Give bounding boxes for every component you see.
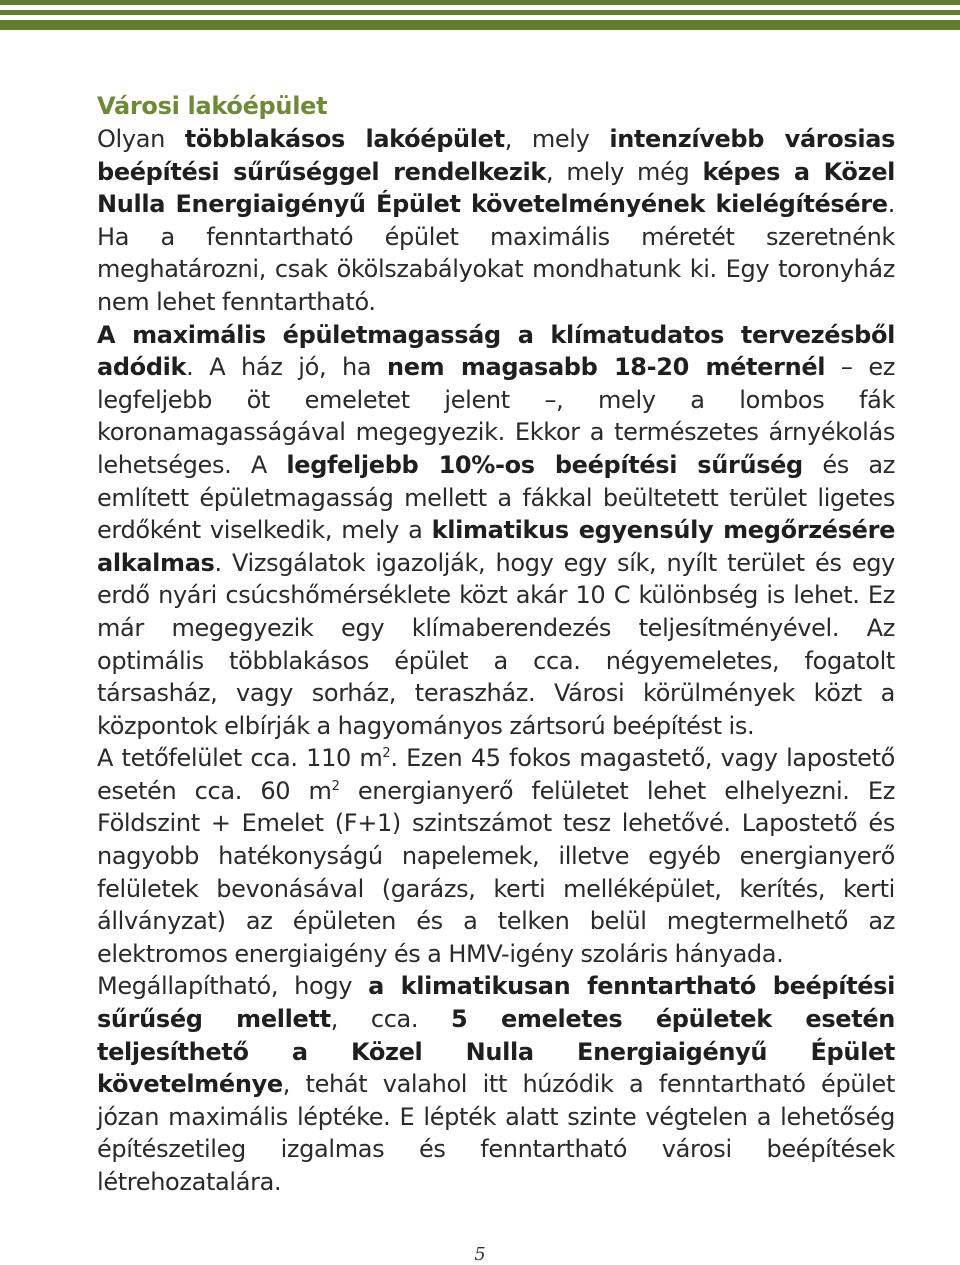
- bold-run: intenzívebb városias beépítési sűrűséggel rendelkezik: [97, 125, 896, 186]
- text-run: A tetőfelület cca. 110 m: [97, 744, 383, 773]
- bold-run: a klimatikusan fenntartható beépítési sűrűség mellett: [97, 972, 895, 1034]
- bold-run: képes a Közel Nulla Energiaigényű Épület követelményének kielégítésére: [97, 157, 895, 219]
- text-run: , cca.: [330, 1005, 452, 1034]
- section-heading: Városi lakóépület: [97, 92, 328, 120]
- text-run: . Vizsgálatok igazolják, hogy egy sík, nyílt terület és egy erdő nyári csúcshőmérséklete közt akár 10 C különbség is lehet. Ez már megegyezik egy klímaberendezés teljesítményével. Az optimális többlakásos épület a cca. négyemeletes, fogatolt társasház, vagy sorház, teraszház. Városi körülmények közt a központok elbírják a hagyományos zártsorú beépítést is.: [97, 548, 895, 740]
- band-stripe: [0, 20, 960, 30]
- bold-run: A maximális épületmagasság a klímatudatos tervezésből adódik: [97, 320, 895, 382]
- text-run: , mely még: [545, 157, 703, 186]
- bold-run: nem magasabb 18-20 méternél: [387, 353, 826, 382]
- top-decorative-band: [0, 0, 960, 30]
- text-run: energianyerő felületet lehet elhelyezni. Ez Földszint + Emelet (F+1) szintszámot tesz lehetővé. Lapostető és nagyobb hatékonyságú napelemek, illetve egyéb energianyerő felületek bevonásával (garázs, kerti melléképület, kerítés, kerti állványzat) az épületen és a telken belül megtermelhető az elektromos energiaigény és a HMV-igény szoláris hányada.: [97, 776, 895, 968]
- superscript: 2: [331, 778, 340, 794]
- page-number: 5: [474, 1244, 486, 1265]
- bold-run: többlakásos lakóépület: [184, 125, 505, 153]
- text-run: Olyan: [97, 125, 185, 153]
- paragraph: [97, 319, 895, 743]
- bold-run: 5 emeletes épületek esetén teljesíthető a Közel Nulla Energiaigényű Épület követelménye: [97, 1005, 896, 1099]
- paragraph: [97, 123, 895, 319]
- text-run: – ez legfeljebb öt emeletet jelent –, mely a lombos fák koronamagasságával megegyezik. Ekkor a természetes árnyékolás lehetséges. A: [97, 353, 895, 479]
- bold-run: legfeljebb 10%-os beépítési sűrűség: [286, 450, 803, 479]
- paragraph: [97, 970, 895, 1198]
- paragraph: [97, 742, 895, 970]
- text-run: . Ezen 45 fokos magastető, vagy lapostető esetén cca. 60 m: [97, 744, 895, 805]
- bold-run: klimatikus egyensúly megőrzésére alkalmas: [97, 516, 896, 577]
- text-run: . A ház jó, ha: [186, 353, 387, 382]
- text-run: Megállapítható, hogy: [97, 972, 369, 1001]
- text-run: , tehát valahol itt húzódik a fenntartható épület józan maximális léptéke. E lépték alatt szinte végtelen a lehetőség építészetileg izgalmas és fenntartható városi beépítések létrehozatalára.: [97, 1070, 895, 1196]
- text-run: . Ha a fenntartható épület maximális méretét szeretnénk meghatározni, csak ökölszabályokat mondhatunk ki. Egy toronyház nem lehet fenntartható.: [97, 190, 895, 316]
- superscript: 2: [382, 746, 391, 762]
- text-run: , mely: [504, 125, 610, 153]
- article-body: [97, 90, 895, 1199]
- text-run: és az említett épületmagasság mellett a fákkal beültetett terület ligetes erdőként viselkedik, mely a: [97, 450, 896, 545]
